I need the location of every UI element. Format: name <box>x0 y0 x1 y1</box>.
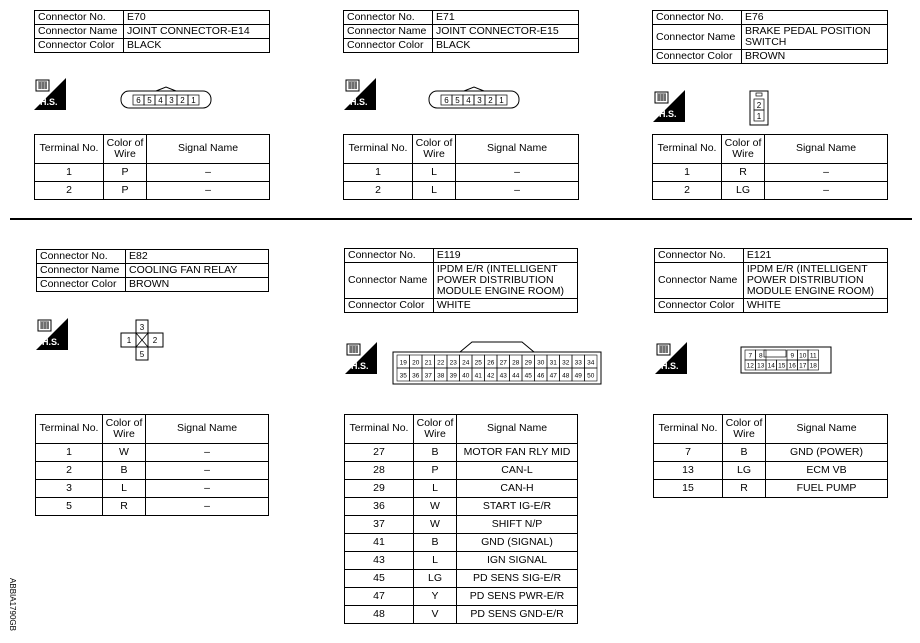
connector-e76 <box>652 10 888 64</box>
cavity-label: 2 <box>152 336 158 345</box>
wire-color: L <box>103 480 146 498</box>
table-row <box>36 498 269 516</box>
connector-no-value: E121 <box>743 249 887 263</box>
cavity-label: 47 <box>549 372 557 380</box>
terminal-no: 15 <box>654 480 723 498</box>
signal-name: – <box>146 444 269 462</box>
connector-color-label: Connector Color <box>344 39 433 53</box>
hs-label: H.S. <box>40 97 58 107</box>
connector-info-table <box>654 248 888 313</box>
wire-color: B <box>414 444 457 462</box>
cavity-label: 5 <box>455 96 460 105</box>
cavity-label: 27 <box>499 359 507 367</box>
terminal-no-header: Terminal No. <box>36 415 103 444</box>
connector-info-table <box>652 10 888 64</box>
connector-color-value: BROWN <box>741 50 887 64</box>
wire-color-header: Color of Wire <box>413 135 456 164</box>
terminal-no: 7 <box>654 444 723 462</box>
connector-info-table <box>343 10 579 53</box>
terminal-no: 1 <box>344 164 413 182</box>
table-row <box>345 552 578 570</box>
signal-name: FUEL PUMP <box>766 480 888 498</box>
cavity-label: 6 <box>444 96 449 105</box>
connector-face-e76 <box>749 90 769 126</box>
connector-e70 <box>34 10 270 53</box>
terminal-no: 2 <box>36 462 103 480</box>
connector-name-label: Connector Name <box>35 25 124 39</box>
wire-color: B <box>103 462 146 480</box>
signal-name-header: Signal Name <box>147 135 270 164</box>
connector-info-table <box>36 249 269 292</box>
terminal-no: 28 <box>345 462 414 480</box>
connector-name-label: Connector Name <box>344 25 433 39</box>
table-row <box>345 498 578 516</box>
signal-name: CAN-H <box>457 480 578 498</box>
cavity-label: 10 <box>799 352 807 360</box>
table-row <box>345 516 578 534</box>
cavity-label: 1 <box>499 96 504 105</box>
cavity-label: 28 <box>512 359 520 367</box>
connector-color-value: BLACK <box>124 39 270 53</box>
hs-label: H.S. <box>42 337 60 347</box>
cavity-label: 8 <box>758 352 763 360</box>
table-row <box>654 444 888 462</box>
cavity-label: 49 <box>574 372 582 380</box>
wire-color: R <box>722 164 765 182</box>
table-row <box>35 164 270 182</box>
connector-no-label: Connector No. <box>37 250 126 264</box>
signal-name: – <box>146 498 269 516</box>
cavity-label: 35 <box>399 372 407 380</box>
table-row <box>344 164 579 182</box>
cavity-label: 43 <box>499 372 507 380</box>
signal-name-header: Signal Name <box>765 135 888 164</box>
cavity-label: 2 <box>488 96 493 105</box>
connector-e71 <box>343 10 579 53</box>
connector-name-label: Connector Name <box>653 25 742 50</box>
hs-badge-icon <box>34 78 66 110</box>
cavity-label: 15 <box>778 362 786 370</box>
terminal-no: 1 <box>653 164 722 182</box>
table-row <box>653 164 888 182</box>
wire-color: W <box>414 498 457 516</box>
connector-no-value: E119 <box>433 249 577 263</box>
connector-color-value: WHITE <box>743 299 887 313</box>
terminal-table <box>344 414 578 624</box>
signal-name: GND (SIGNAL) <box>457 534 578 552</box>
signal-name-header: Signal Name <box>766 415 888 444</box>
connector-color-label: Connector Color <box>655 299 744 313</box>
table-row <box>36 444 269 462</box>
cavity-label: 9 <box>790 352 795 360</box>
cavity-label: 7 <box>748 352 753 360</box>
wire-color: P <box>104 182 147 200</box>
signal-name: MOTOR FAN RLY MID <box>457 444 578 462</box>
connector-name-value: IPDM E/R (INTELLIGENT POWER DISTRIBUTION MODULE ENGINE ROOM) <box>433 263 577 299</box>
signal-name-header: Signal Name <box>457 415 578 444</box>
wire-color: B <box>723 444 766 462</box>
cavity-label: 5 <box>147 96 152 105</box>
cavity-label: 1 <box>756 112 762 121</box>
signal-name: PD SENS SIG-E/R <box>457 570 578 588</box>
wire-color: W <box>103 444 146 462</box>
signal-name: – <box>146 480 269 498</box>
connector-name-label: Connector Name <box>37 264 126 278</box>
connector-face-e82 <box>120 319 164 361</box>
cavity-label: 1 <box>126 336 132 345</box>
terminal-no: 45 <box>345 570 414 588</box>
table-row <box>345 588 578 606</box>
connector-no-value: E71 <box>433 11 579 25</box>
connector-no-label: Connector No. <box>655 249 744 263</box>
wire-color: W <box>414 516 457 534</box>
connector-no-value: E70 <box>124 11 270 25</box>
table-row <box>36 462 269 480</box>
cavity-label: 13 <box>757 362 765 370</box>
wire-color: P <box>104 164 147 182</box>
terminal-no: 5 <box>36 498 103 516</box>
terminal-no: 48 <box>345 606 414 624</box>
wire-color-header: Color of Wire <box>104 135 147 164</box>
signal-name: – <box>147 164 270 182</box>
signal-name: IGN SIGNAL <box>457 552 578 570</box>
hs-label: H.S. <box>351 361 369 371</box>
cavity-label: 3 <box>139 323 145 332</box>
cavity-label: 6 <box>136 96 141 105</box>
connector-no-value: E82 <box>126 250 269 264</box>
cavity-label: 5 <box>139 350 145 359</box>
cavity-label: 12 <box>746 362 754 370</box>
terminal-table <box>343 134 579 200</box>
wire-color: V <box>414 606 457 624</box>
hs-label: H.S. <box>350 97 368 107</box>
cavity-label: 3 <box>477 96 482 105</box>
terminal-no: 36 <box>345 498 414 516</box>
table-row <box>344 182 579 200</box>
cavity-label: 45 <box>524 372 532 380</box>
cavity-label: 20 <box>412 359 420 367</box>
terminal-no: 13 <box>654 462 723 480</box>
cavity-label: 41 <box>474 372 482 380</box>
connector-no-value: E76 <box>741 11 887 25</box>
connector-name-value: JOINT CONNECTOR-E15 <box>433 25 579 39</box>
cavity-label: 25 <box>474 359 482 367</box>
wire-color-header: Color of Wire <box>723 415 766 444</box>
terminal-no: 27 <box>345 444 414 462</box>
cavity-label: 14 <box>767 362 775 370</box>
signal-name-header: Signal Name <box>146 415 269 444</box>
cavity-label: 23 <box>449 359 457 367</box>
wire-color: LG <box>723 462 766 480</box>
cavity-label: 40 <box>462 372 470 380</box>
terminal-no: 2 <box>653 182 722 200</box>
table-row <box>345 534 578 552</box>
connector-face-e121 <box>740 346 832 374</box>
wire-color: LG <box>414 570 457 588</box>
terminal-table <box>35 414 269 516</box>
terminal-no: 29 <box>345 480 414 498</box>
signal-name: GND (POWER) <box>766 444 888 462</box>
hs-badge-icon <box>36 318 68 350</box>
connector-name-value: JOINT CONNECTOR-E14 <box>124 25 270 39</box>
wire-color: L <box>414 552 457 570</box>
cavity-label: 19 <box>399 359 407 367</box>
cavity-label: 44 <box>512 372 520 380</box>
cavity-label: 1 <box>191 96 196 105</box>
terminal-no-header: Terminal No. <box>653 135 722 164</box>
terminal-no: 3 <box>36 480 103 498</box>
table-row <box>653 182 888 200</box>
cavity-label: 39 <box>449 372 457 380</box>
connector-color-value: WHITE <box>433 299 577 313</box>
signal-name: ECM VB <box>766 462 888 480</box>
cavity-label: 24 <box>462 359 470 367</box>
connector-no-label: Connector No. <box>35 11 124 25</box>
cavity-label: 21 <box>424 359 432 367</box>
cavity-label: 16 <box>788 362 796 370</box>
table-row <box>35 182 270 200</box>
terminal-no: 37 <box>345 516 414 534</box>
wire-color-header: Color of Wire <box>722 135 765 164</box>
hs-badge-icon <box>345 342 377 374</box>
connector-color-value: BLACK <box>433 39 579 53</box>
wire-color: L <box>414 480 457 498</box>
table-row <box>345 606 578 624</box>
connector-e119 <box>344 248 578 313</box>
signal-name: – <box>456 164 579 182</box>
cavity-label: 42 <box>487 372 495 380</box>
cavity-label: 32 <box>562 359 570 367</box>
cavity-label: 50 <box>587 372 595 380</box>
cavity-label: 33 <box>574 359 582 367</box>
terminal-table <box>34 134 270 200</box>
cavity-label: 4 <box>466 96 471 105</box>
connector-color-value: BROWN <box>126 278 269 292</box>
wire-color: B <box>414 534 457 552</box>
signal-name: CAN-L <box>457 462 578 480</box>
cavity-label: 3 <box>169 96 174 105</box>
section-divider <box>10 218 912 220</box>
cavity-label: 36 <box>412 372 420 380</box>
hs-badge-icon <box>653 90 685 122</box>
terminal-no: 2 <box>344 182 413 200</box>
connector-color-label: Connector Color <box>653 50 742 64</box>
figure-id: ABBIA1790GB <box>7 578 17 631</box>
signal-name: – <box>147 182 270 200</box>
signal-name: – <box>146 462 269 480</box>
table-row <box>345 480 578 498</box>
connector-name-value: COOLING FAN RELAY <box>126 264 269 278</box>
cavity-label: 2 <box>180 96 185 105</box>
connector-e82 <box>36 249 269 292</box>
cavity-label: 26 <box>487 359 495 367</box>
connector-no-label: Connector No. <box>345 249 434 263</box>
wire-color: L <box>413 164 456 182</box>
wire-color-header: Color of Wire <box>103 415 146 444</box>
wire-color: L <box>413 182 456 200</box>
terminal-no: 1 <box>36 444 103 462</box>
terminal-no: 43 <box>345 552 414 570</box>
cavity-label: 29 <box>524 359 532 367</box>
terminal-no-header: Terminal No. <box>345 415 414 444</box>
hs-badge-icon <box>655 342 687 374</box>
hs-label: H.S. <box>659 109 677 119</box>
table-row <box>345 444 578 462</box>
signal-name: PD SENS PWR-E/R <box>457 588 578 606</box>
table-row <box>36 480 269 498</box>
table-row <box>654 480 888 498</box>
terminal-no: 41 <box>345 534 414 552</box>
signal-name-header: Signal Name <box>456 135 579 164</box>
connector-info-table <box>34 10 270 53</box>
terminal-no-header: Terminal No. <box>344 135 413 164</box>
cavity-label: 18 <box>809 362 817 370</box>
cavity-label: 46 <box>537 372 545 380</box>
connector-info-table <box>344 248 578 313</box>
terminal-no-header: Terminal No. <box>35 135 104 164</box>
connector-name-value: BRAKE PEDAL POSITION SWITCH <box>741 25 887 50</box>
cavity-label: 31 <box>549 359 557 367</box>
table-row <box>345 570 578 588</box>
connector-name-label: Connector Name <box>345 263 434 299</box>
table-row <box>654 462 888 480</box>
cavity-label: 17 <box>799 362 807 370</box>
terminal-table <box>652 134 888 200</box>
connector-face-e71 <box>428 86 520 110</box>
cavity-label: 48 <box>562 372 570 380</box>
connector-name-value: IPDM E/R (INTELLIGENT POWER DISTRIBUTION MODULE ENGINE ROOM) <box>743 263 887 299</box>
cavity-label: 38 <box>437 372 445 380</box>
cavity-label: 30 <box>537 359 545 367</box>
terminal-no-header: Terminal No. <box>654 415 723 444</box>
table-row <box>345 462 578 480</box>
cavity-label: 37 <box>424 372 432 380</box>
connector-no-label: Connector No. <box>344 11 433 25</box>
terminal-table <box>653 414 888 498</box>
signal-name: SHIFT N/P <box>457 516 578 534</box>
connector-color-label: Connector Color <box>35 39 124 53</box>
signal-name: PD SENS GND-E/R <box>457 606 578 624</box>
signal-name: START IG-E/R <box>457 498 578 516</box>
connector-color-label: Connector Color <box>37 278 126 292</box>
wire-color: LG <box>722 182 765 200</box>
cavity-label: 34 <box>587 359 595 367</box>
cavity-label: 4 <box>158 96 163 105</box>
cavity-label: 11 <box>809 352 817 360</box>
wire-color: R <box>723 480 766 498</box>
wire-color: P <box>414 462 457 480</box>
connector-name-label: Connector Name <box>655 263 744 299</box>
wire-color: Y <box>414 588 457 606</box>
wire-color-header: Color of Wire <box>414 415 457 444</box>
cavity-label: 22 <box>437 359 445 367</box>
connector-no-label: Connector No. <box>653 11 742 25</box>
hs-label: H.S. <box>661 361 679 371</box>
signal-name: – <box>765 164 888 182</box>
hs-badge-icon <box>344 78 376 110</box>
connector-color-label: Connector Color <box>345 299 434 313</box>
signal-name: – <box>765 182 888 200</box>
cavity-label: 2 <box>756 101 762 110</box>
terminal-no: 1 <box>35 164 104 182</box>
connector-e121 <box>654 248 888 313</box>
connector-face-e119 <box>392 340 602 386</box>
signal-name: – <box>456 182 579 200</box>
connector-face-e70 <box>120 86 212 110</box>
wire-color: R <box>103 498 146 516</box>
terminal-no: 2 <box>35 182 104 200</box>
terminal-no: 47 <box>345 588 414 606</box>
